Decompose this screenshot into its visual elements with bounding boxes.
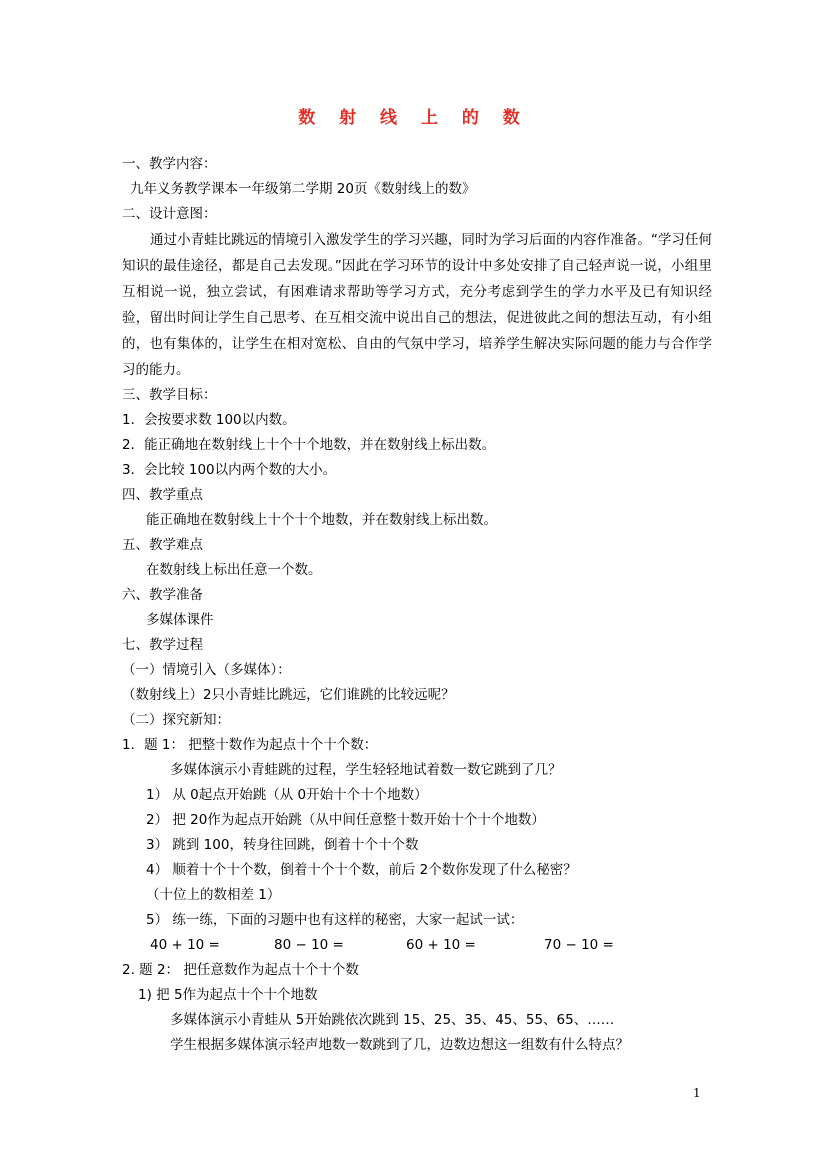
list-item: 3） 跳到 100，转身往回跳，倒着十个十个数	[146, 837, 419, 853]
question-2-heading: 2. 题 2： 把任意数作为起点十个十个数	[122, 962, 359, 978]
section-heading-design: 二、设计意图：	[122, 206, 217, 222]
equation: 60 + 10 =	[406, 937, 476, 953]
section-text-difficulties: 在数射线上标出任意一个数。	[146, 562, 322, 578]
question-2-demo: 多媒体演示小青蛙从 5开始跳依次跳到 15、25、35、45、55、65、……	[170, 1012, 615, 1028]
list-item: 2） 把 20作为起点开始跳（从中间任意整十数开始十个十个地数）	[146, 812, 545, 828]
list-item: 1） 从 0起点开始跳（从 0开始十个十个地数）	[146, 787, 428, 803]
question-1-demo: 多媒体演示小青蛙跳的过程，学生轻轻地试着数一数它跳到了几？	[170, 762, 562, 778]
section-text-key-points: 能正确地在数射线上十个十个地数，并在数射线上标出数。	[146, 512, 497, 528]
goal-item: 3．会比较 100以内两个数的大小。	[122, 462, 337, 478]
document-title: 数 射 线 上 的 数	[298, 108, 529, 128]
equation: 70 − 10 =	[544, 937, 614, 953]
section-text-preparation: 多媒体课件	[146, 612, 214, 628]
equation: 80 − 10 =	[274, 937, 344, 953]
list-item: 4） 顺着十个十个数，倒着十个十个数，前后 2个数你发现了什么秘密？	[146, 862, 577, 878]
section-text-design: 通过小青蛙比跳远的情境引入激发学生的学习兴趣，同时为学习后面的内容作准备。“学习任何知识的最佳途径，都是自己去发现。”因此在学习环节的设计中多处安排了自己轻声说一说，小组里互相说一说，独立尝试，有困难请求帮助等学习方式，充分考虑到学生的学力水平及已有知识经验，留出时间让学生自己思考、在互相交流中说出自己的想法，促进彼此之间的想法互动，有小组的，也有集体的，让学生在相对宽松、自由的气氛中学习，培养学生解决实际问题的能力与合作学习的能力。	[122, 232, 712, 378]
question-1-heading: 1．题 1： 把整十数作为起点十个十个数：	[122, 737, 378, 753]
section-heading-key-points: 四、教学重点	[122, 487, 203, 503]
goal-item: 2．能正确地在数射线上十个十个地数，并在数射线上标出数。	[122, 437, 496, 453]
list-item: 1) 把 5作为起点十个十个地数	[138, 987, 318, 1003]
document-body	[122, 152, 712, 1058]
equation: 40 + 10 =	[150, 937, 220, 953]
section-heading-content: 一、教学内容：	[122, 156, 217, 172]
section-text-content: 九年义务教学课本一年级第二学期 20页《数射线上的数》	[130, 181, 476, 197]
process-text-intro: （数射线上）2只小青蛙比跳远，它们谁跳的比较远呢？	[122, 687, 455, 703]
question-2-student: 学生根据多媒体演示轻声地数一数跳到了几，边数边想这一组数有什么特点？	[170, 1037, 629, 1053]
list-item-note: （十位上的数相差 1）	[146, 887, 281, 903]
list-item: 5） 练一练，下面的习题中也有这样的秘密，大家一起试一试：	[146, 912, 524, 928]
process-heading-intro: （一）情境引入（多媒体）：	[122, 662, 291, 678]
section-heading-difficulties: 五、教学难点	[122, 537, 203, 553]
section-heading-process: 七、教学过程	[122, 637, 203, 653]
page-number: 1	[693, 1086, 701, 1100]
section-heading-goals: 三、教学目标：	[122, 387, 217, 403]
equation-row	[122, 933, 712, 958]
section-heading-preparation: 六、教学准备	[122, 587, 203, 603]
goal-item: 1．会按要求数 100以内数。	[122, 412, 296, 428]
process-heading-explore: （二）探究新知：	[122, 712, 230, 728]
